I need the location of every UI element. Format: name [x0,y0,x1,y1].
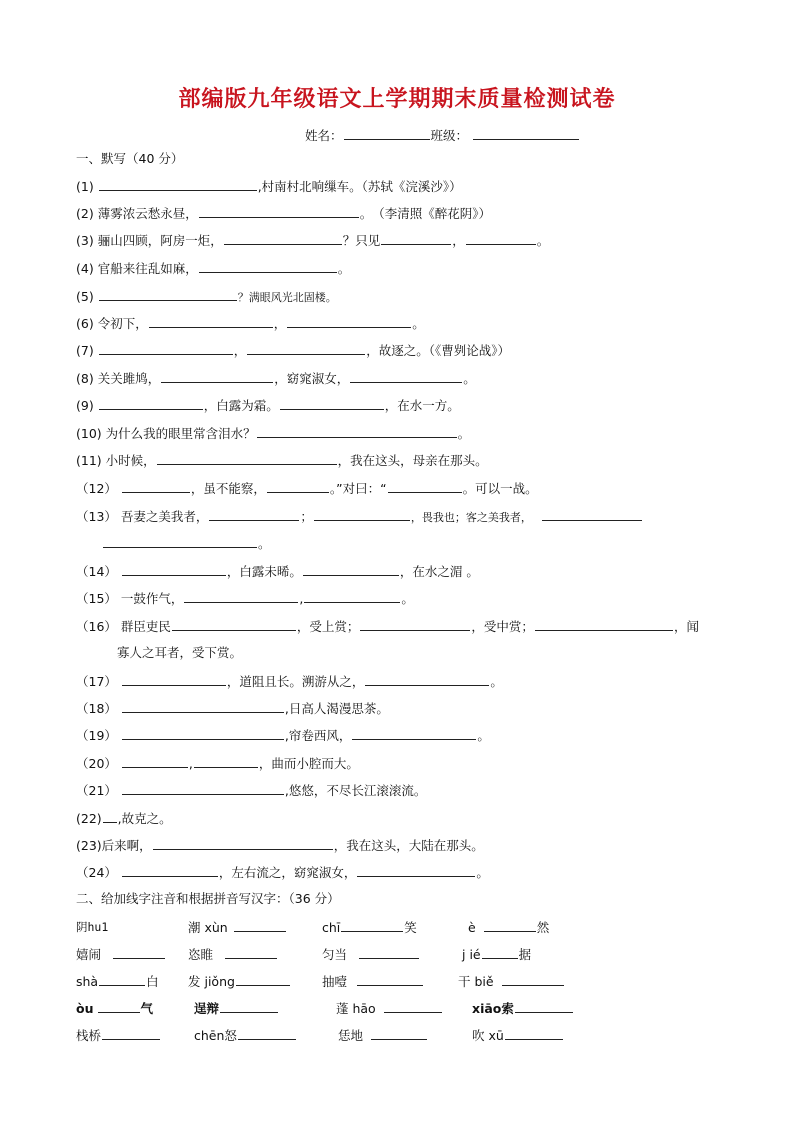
answer-blank[interactable] [350,370,462,383]
answer-blank[interactable] [357,864,475,877]
cell-text: 气 [140,1001,154,1016]
item-12 [76,480,538,497]
cell-text: 恁地 [338,1028,364,1043]
cell-text: 潮 xùn [188,920,228,935]
answer-blank[interactable] [99,342,233,355]
item-text: 。”对曰：“ [329,481,387,496]
item-11 [76,452,488,469]
item-1 [76,178,462,195]
answer-blank[interactable] [371,1027,427,1040]
pinyin-cell [458,973,565,990]
item-text: ，畏我也；客之美我者， [410,511,532,524]
answer-blank[interactable] [314,508,410,521]
answer-blank[interactable] [184,590,298,603]
item-number: （12） [76,481,117,496]
answer-blank[interactable] [98,1000,140,1013]
answer-blank[interactable] [103,535,257,548]
cell-text: chēn怒 [194,1028,237,1043]
answer-blank[interactable] [102,1027,160,1040]
answer-blank[interactable] [122,864,218,877]
item-number: （19） [76,728,117,743]
item-text: ，在水之湄 。 [399,564,479,579]
answer-blank[interactable] [194,755,258,768]
answer-blank[interactable] [466,232,536,245]
answer-blank[interactable] [304,590,400,603]
item-text: 。 [477,728,490,743]
name-blank[interactable] [344,127,430,140]
answer-blank[interactable] [357,973,423,986]
pinyin-cell [76,1000,153,1017]
item-number: (5) [76,289,94,304]
item-text: ,故克之。 [117,811,172,826]
answer-blank[interactable] [384,1000,442,1013]
answer-blank[interactable] [103,810,117,823]
answer-blank[interactable] [199,205,359,218]
cell-text: 匀当 [322,947,348,962]
answer-blank[interactable] [381,232,451,245]
cell-text: 嬉闹 [76,947,102,962]
item-text: ，虽不能察， [190,481,266,496]
item-13 [76,508,643,526]
answer-blank[interactable] [122,563,226,576]
answer-blank[interactable] [122,700,284,713]
answer-blank[interactable] [247,342,365,355]
cell-text: 阴hu1 [76,920,109,934]
item-text: 骊山四顾，阿房一炬， [97,233,223,248]
cell-text: 白 [146,974,159,989]
answer-blank[interactable] [209,508,299,521]
item-10 [76,425,470,442]
item-number: (23) [76,838,102,853]
item-number: （20） [76,756,117,771]
name-class-bar [305,126,580,144]
item-number: （18） [76,701,117,716]
item-7 [76,342,510,359]
item-number: （24） [76,865,117,880]
name-label: 姓名： [305,128,343,143]
item-text: , [299,591,304,606]
cell-text: shà [76,974,99,989]
item-number: (9) [76,398,94,413]
item-number: （21） [76,783,117,798]
answer-blank[interactable] [199,260,337,273]
item-text: ，白露为霜。 [203,398,279,413]
pinyin-cell [76,946,166,963]
item-text: ,悠悠，不尽长江滚滚流。 [284,783,427,798]
item-text: 。 [337,261,351,276]
item-15 [76,590,414,607]
item-text: 。 [258,536,271,551]
answer-blank[interactable] [172,618,296,631]
item-number: (4) [76,261,94,276]
cell-text: 蓬 hāo [336,1001,376,1016]
pinyin-cell [322,919,417,936]
answer-blank[interactable] [220,1000,278,1013]
item-text: 吾妻之美我者， [120,509,209,524]
answer-blank[interactable] [99,973,145,986]
answer-blank[interactable] [157,452,337,465]
item-text: 。 [457,426,471,441]
item-text: ,帘卷西风， [284,728,352,743]
pinyin-cell [188,973,291,990]
pinyin-cell [468,919,549,936]
item-text: 。 [412,316,425,331]
answer-blank[interactable] [388,480,462,493]
item-text: 。 [476,865,489,880]
pinyin-cell [194,1027,297,1044]
item-text: 小时候， [105,453,156,468]
item-9 [76,397,460,414]
item-text: ； [300,509,313,524]
answer-blank[interactable] [122,673,226,686]
item-number: (11) [76,453,102,468]
item-2 [76,205,491,222]
item-6 [76,315,425,332]
pinyin-cell [336,1000,443,1017]
answer-blank[interactable] [482,946,518,959]
answer-blank[interactable] [99,178,257,191]
cell-text: 据 [518,947,532,962]
item-23 [76,837,484,854]
cell-text: j ié [462,947,481,962]
item-14 [76,563,479,580]
pinyin-cell [188,919,287,936]
pinyin-cell [76,919,108,935]
answer-blank[interactable] [224,232,342,245]
answer-blank[interactable] [99,288,237,301]
cell-text: 干 biě [458,974,494,989]
answer-blank[interactable] [542,508,642,521]
item-text: ，我在这头，母亲在那头。 [337,453,488,468]
answer-blank[interactable] [280,397,384,410]
item-text: 群臣吏民 [120,619,171,634]
item-16-continued: 寡人之耳者，受下赏。 [117,645,243,660]
section2-heading: 二、给加线字注音和根据拼音写汉字：（36 分） [76,891,340,906]
answer-blank[interactable] [352,727,476,740]
item-text: ， [233,343,247,358]
item-text: 一鼓作气， [120,591,184,606]
item-text: 后来啊， [101,838,152,853]
answer-blank[interactable] [225,946,277,959]
answer-blank[interactable] [236,973,290,986]
item-text: 。 [463,371,476,386]
item-text: ,村南村北响缫车。（苏轼《浣溪沙》） [257,179,462,194]
pinyin-cell [462,946,531,963]
item-text: ？满眼风光北固楼。 [237,291,337,304]
answer-blank[interactable] [161,370,273,383]
page-title: 部编版九年级语文上学期期末质量检测试卷 [178,86,616,112]
item-text: ，闻 [673,619,699,634]
pinyin-cell [338,1027,428,1044]
item-5 [76,288,337,306]
item-text: ，我在这头，大陆在那头。 [333,838,484,853]
item-number: (1) [76,179,94,194]
item-text: ,日高人渴漫思茶。 [284,701,389,716]
item-text: ， [452,233,465,248]
answer-blank[interactable] [341,919,403,932]
item-text: 。 [536,233,550,248]
answer-blank[interactable] [267,480,329,493]
cell-text: 然 [536,920,550,935]
cell-text: chī [322,920,341,935]
answer-blank[interactable] [287,315,411,328]
item-24 [76,864,489,881]
answer-blank[interactable] [99,397,203,410]
pinyin-cell [322,973,424,990]
answer-blank[interactable] [122,480,190,493]
item-number: (22) [76,811,102,826]
cell-text: òu [76,1001,94,1016]
answer-blank[interactable] [359,946,419,959]
item-number: (6) [76,316,94,331]
answer-blank[interactable] [484,919,536,932]
cell-text: 逞辩 [194,1001,220,1016]
item-text: ？只见 [342,233,381,248]
answer-blank[interactable] [122,727,284,740]
item-text: ，在水一方。 [384,398,460,413]
class-blank[interactable] [473,127,579,140]
pinyin-cell [472,1027,564,1044]
item-number: （15） [76,591,117,606]
answer-blank[interactable] [149,315,273,328]
item-number: （14） [76,564,117,579]
answer-blank[interactable] [113,946,165,959]
item-text: , [188,756,193,771]
item-text: ，受中赏； [471,619,534,634]
cell-text: 恣睢 [188,947,214,962]
item-number: （17） [76,674,117,689]
item-number: (2) [76,206,94,221]
item-text: 官船来往乱如麻， [97,261,198,276]
answer-blank[interactable] [257,425,457,438]
item-22 [76,810,172,827]
item-20 [76,755,359,772]
item-number: (8) [76,371,94,386]
cell-text: 发 jiǒng [188,974,235,989]
item-4 [76,260,350,277]
answer-blank[interactable] [360,618,470,631]
item-text: ， [273,316,287,331]
item-number: （16） [76,619,117,634]
pinyin-cell [472,1000,574,1017]
item-number: (3) [76,233,94,248]
item-text: 。 [401,591,414,606]
item-18 [76,700,389,717]
cell-text: è [468,920,476,935]
cell-text: xiāo索 [472,1001,514,1016]
pinyin-cell [188,946,278,963]
item-text: 为什么我的眼里常含泪水？ [105,426,256,441]
item-text: 薄雾浓云愁永昼， [97,206,198,221]
item-text: ，道阻且长。溯游从之， [226,674,365,689]
pinyin-cell [76,973,159,990]
section1-heading: 一、默写（40 分） [76,151,184,166]
item-text: 。可以一战。 [462,481,538,496]
cell-text: 栈桥 [76,1028,102,1043]
class-label: 班级： [430,128,469,143]
answer-blank[interactable] [303,563,399,576]
cell-text: 抽噎 [322,974,348,989]
item-text: ，左右流之，窈窕淑女， [218,865,357,880]
answer-blank[interactable] [122,755,188,768]
item-number: (7) [76,343,94,358]
item-13-continued [102,535,271,552]
item-text: 关关雎鸠， [97,371,161,386]
item-text: ，故逐之。（《曹刿论战》） [366,343,510,358]
answer-blank[interactable] [535,618,673,631]
item-number: (10) [76,426,102,441]
answer-blank[interactable] [238,1027,296,1040]
answer-blank[interactable] [505,1027,563,1040]
item-3 [76,232,549,249]
item-text: ，曲而小腔而大。 [258,756,359,771]
item-text: ，窈窕淑女， [274,371,350,386]
item-21 [76,782,426,799]
answer-blank[interactable] [502,973,564,986]
answer-blank[interactable] [365,673,489,686]
answer-blank[interactable] [515,1000,573,1013]
item-text: ，白露未晞。 [226,564,302,579]
cell-text: 笑 [404,920,417,935]
item-text: 。 （李清照《醉花阴》） [359,206,491,221]
item-19 [76,727,490,744]
cell-text: 吹 xū [472,1028,504,1043]
item-8 [76,370,476,387]
item-number: （13） [76,509,117,524]
item-17 [76,673,503,690]
answer-blank[interactable] [153,837,333,850]
item-text: 令初下， [97,316,148,331]
item-16 [76,618,699,635]
pinyin-cell [322,946,420,963]
answer-blank[interactable] [234,919,286,932]
pinyin-cell [76,1027,161,1044]
item-text: 。 [490,674,503,689]
answer-blank[interactable] [122,782,284,795]
pinyin-cell [194,1000,279,1017]
item-text: ，受上赏； [296,619,360,634]
